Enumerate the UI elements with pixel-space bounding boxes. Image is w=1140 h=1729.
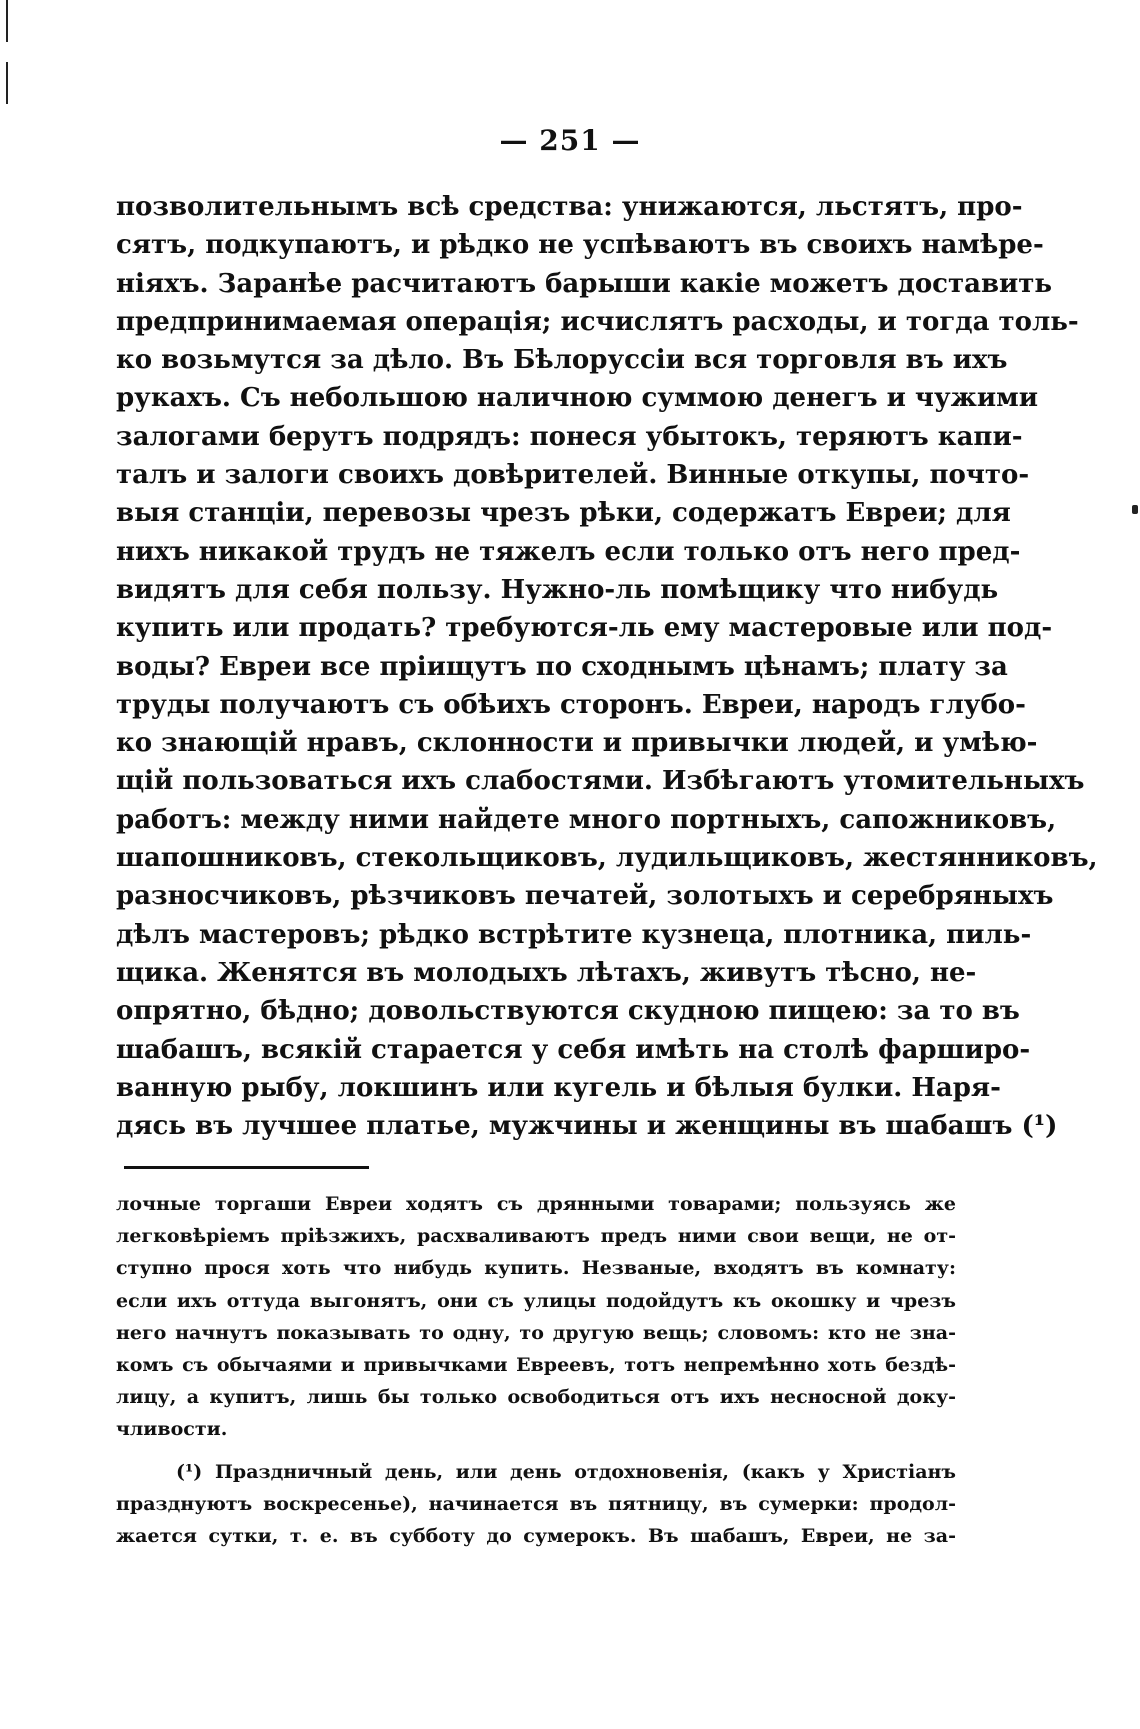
footnote-line: лочные торгаши Евреи ходятъ съ дрянными товарами; пользуясь же	[116, 1193, 956, 1215]
body-line: шапошниковъ, стекольщиковъ, лудильщиковъ, жестянниковъ,	[116, 843, 1098, 874]
scan-edge-dot	[1132, 505, 1138, 514]
body-line: шабашъ, всякій старается у себя имѣть на столѣ фарширо-	[116, 1034, 1031, 1065]
footnote-line: легковѣріемъ пріѣзжихъ, расхваливаютъ предъ ними свои вещи, не от-	[116, 1225, 956, 1248]
footnote-1	[116, 1456, 956, 1553]
footnote-continuation	[116, 1188, 956, 1446]
body-line: купить или продать? требуются-ль ему мастеровые или под-	[116, 613, 1053, 644]
body-line: видятъ для себя пользу. Нужно-ль помѣщику что нибудь	[116, 574, 999, 605]
body-line: труды получаютъ съ обѣихъ сторонъ. Евреи, народъ глубо-	[116, 689, 1026, 720]
body-line: дѣлъ мастеровъ; рѣдко встрѣтите кузнеца, плотника, пиль-	[116, 919, 1032, 950]
body-line: нихъ никакой трудъ не тяжелъ если только отъ него пред-	[116, 536, 1021, 567]
body-line: работъ: между ними найдете много портныхъ, сапожниковъ,	[116, 804, 1057, 835]
footnote-line: ступно прося хоть что нибудь купить. Незваные, входятъ въ комнату:	[116, 1257, 956, 1280]
footnotes	[116, 1188, 956, 1552]
body-line: рукахъ. Съ небольшою наличною суммою денегъ и чужими	[116, 383, 1039, 414]
body-line: ко знающій нравъ, склонности и привычки людей, и умѣю-	[116, 728, 1038, 759]
footnote-spacer	[116, 1446, 956, 1456]
body-line: ніяхъ. Заранѣе расчитаютъ барыши какіе можетъ доставить	[116, 268, 1053, 299]
footnote-line: чливости.	[116, 1418, 228, 1441]
footnote-line: если ихъ оттуда выгонятъ, они съ улицы подойдутъ къ окошку и чрезъ	[116, 1289, 956, 1312]
page-number: — 251 —	[499, 124, 641, 157]
scan-edge-mark	[6, 0, 8, 42]
footnote-line: празднуютъ воскресенье), начинается въ пятницу, въ сумерки: продол-	[116, 1492, 956, 1515]
body-line: разносчиковъ, рѣзчиковъ печатей, золотыхъ и серебряныхъ	[116, 881, 1054, 912]
body-line: талъ и залоги своихъ довѣрителей. Винные откупы, почто-	[116, 460, 1030, 491]
body-line: сятъ, подкупаютъ, и рѣдко не успѣваютъ въ своихъ намѣре-	[116, 230, 1044, 261]
body-line: залогами берутъ подрядъ: понеся убытокъ, теряютъ капи-	[116, 421, 1023, 452]
footnote-line: комъ съ обычаями и привычками Евреевъ, тотъ непремѣнно хоть бездѣ-	[116, 1353, 956, 1376]
body-line: щика. Женятся въ молодыхъ лѣтахъ, живутъ тѣсно, не-	[116, 957, 977, 988]
footnote-line: жается сутки, т. е. въ субботу до сумерокъ. Въ шабашъ, Евреи, не за-	[116, 1524, 956, 1547]
body-line: предпринимаемая операція; исчислятъ расходы, и тогда толь-	[116, 306, 1079, 337]
footnote-line: лицу, а купитъ, лишь бы только освободиться отъ ихъ несносной доку-	[116, 1386, 956, 1409]
body-line: ванную рыбу, локшинъ или кугель и бѣлыя булки. Наря-	[116, 1072, 1001, 1103]
body-line: опрятно, бѣдно; довольствуются скудною пищею: за то въ	[116, 996, 1020, 1027]
footnote-line: (¹) Праздничный день, или день отдохновенія, (какъ у Христіанъ	[176, 1460, 956, 1483]
body-line: ко возьмутся за дѣло. Въ Бѣлоруссіи вся торговля въ ихъ	[116, 345, 1008, 376]
body-line: щій пользоваться ихъ слабостями. Избѣгаютъ утомительныхъ	[116, 766, 1085, 797]
footnote-divider	[124, 1166, 369, 1169]
body-line: дясь въ лучшее платье, мужчины и женщины въ шабашъ (¹)	[116, 1111, 1058, 1142]
scan-edge-mark	[6, 62, 8, 104]
footnote-line: него начнутъ показывать то одну, то другую вещь; словомъ: кто не зна-	[116, 1321, 956, 1344]
body-line: позволительнымъ всѣ средства: унижаются, льстятъ, про-	[116, 192, 1023, 222]
body-line: выя станціи, перевозы чрезъ рѣки, содержатъ Евреи; для	[116, 498, 1011, 529]
body-text	[116, 188, 1098, 1145]
body-line: воды? Евреи все пріищутъ по сходнымъ цѣнамъ; плату за	[116, 651, 1008, 682]
